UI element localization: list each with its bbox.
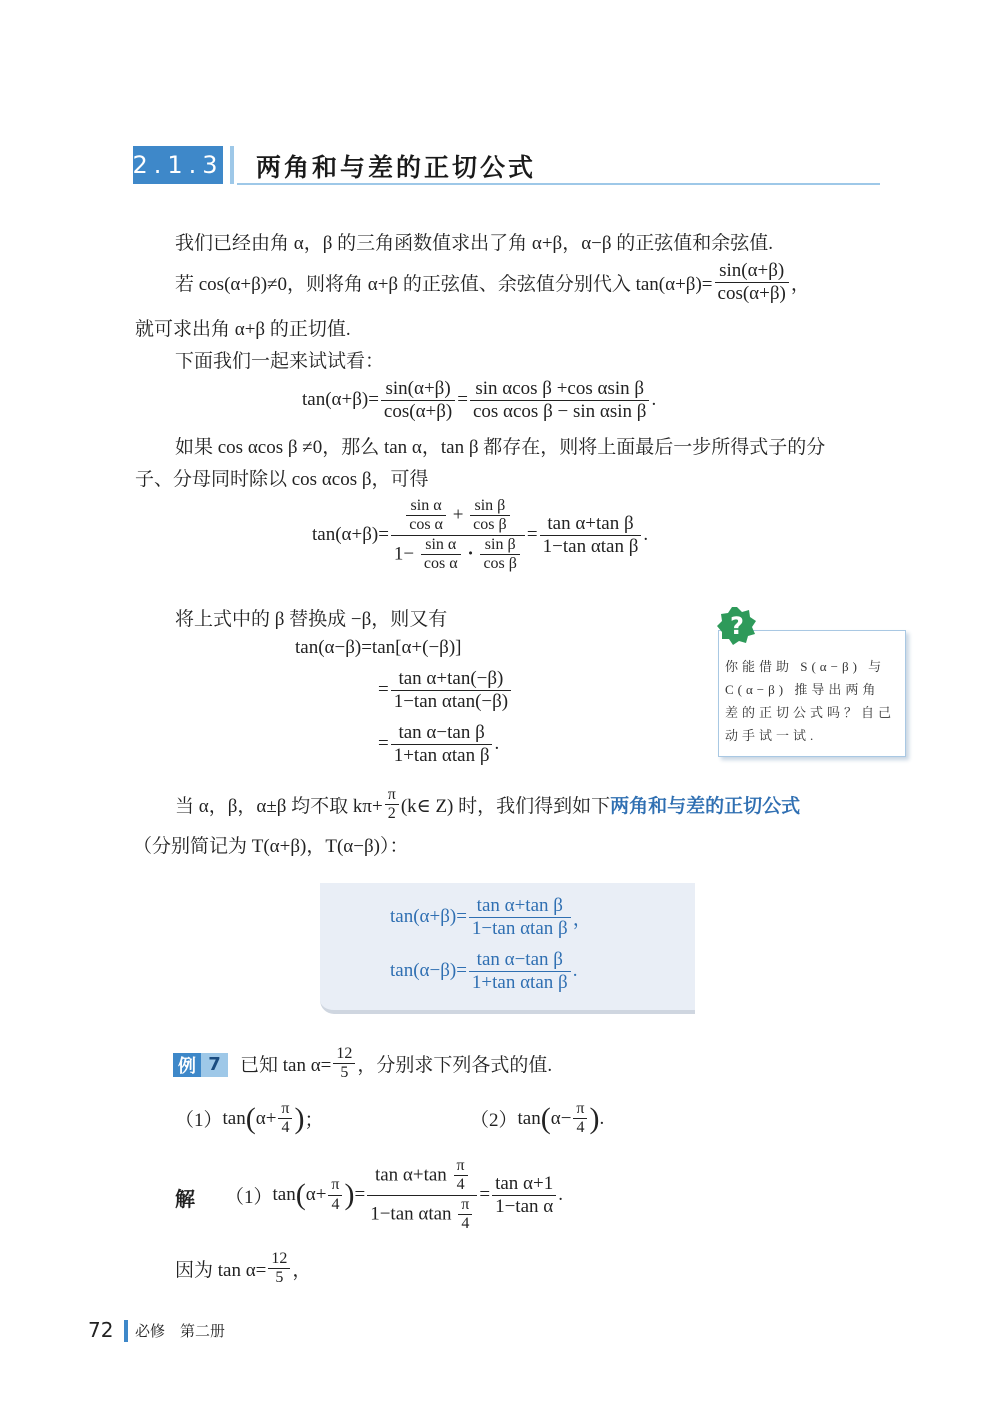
footer-divider — [124, 1320, 128, 1342]
paragraph-7: 将上式中的 β 替换成 −β，则又有 — [175, 609, 448, 630]
formula-tan-sum — [390, 895, 592, 940]
eq1-f1-num: sin(α+β) — [381, 378, 455, 401]
fraction-numerator: sin(α+β) — [715, 260, 789, 283]
eq2-b-den: cos β — [473, 516, 507, 534]
example-badge — [173, 1053, 228, 1077]
eq1-end: . — [651, 389, 657, 411]
sol-bd-four: 4 — [461, 1215, 470, 1233]
think-text: 你能借助 S(α−β) 与 C(α−β) 推导出两角差的正切公式吗？自己动手试一试. — [725, 659, 896, 743]
sol-big-fraction — [367, 1157, 477, 1234]
sol-big-num-text: tan α+tan — [374, 1164, 447, 1186]
section-divider — [230, 146, 234, 184]
eq2-plus: + — [452, 504, 464, 526]
eq1-f2-num: sin αcos β +cos αsin β — [470, 378, 649, 401]
eq1-f1-den: cos(α+β) — [383, 400, 453, 422]
because-twelve-fifths — [268, 1250, 290, 1288]
eq1-fraction-2 — [470, 378, 649, 423]
sin-a-over-cos-a-2 — [421, 536, 461, 574]
eq3-eq-1: = — [378, 679, 389, 701]
eq2-dot: · — [467, 543, 474, 565]
pi-over-2-num: π — [385, 786, 399, 805]
sol-eq-1: = — [354, 1184, 366, 1206]
example-lead: 已知 tan α= — [240, 1055, 332, 1077]
solution-label: 解 — [175, 1187, 195, 1211]
q1-label: （1） — [175, 1110, 223, 1132]
sol-close-paren: ) — [344, 1178, 355, 1212]
eq2-b2-num: sin β — [480, 536, 519, 555]
eq3-eq-2: = — [378, 733, 389, 755]
formula-l1-fraction — [469, 895, 571, 940]
eq1-fraction-1 — [381, 378, 455, 423]
sin-b-over-cos-b-2 — [480, 536, 519, 574]
because-lead: 因为 tan α= — [175, 1260, 267, 1282]
svg-text:?: ? — [730, 612, 744, 640]
paragraph-5: 如果 cos αcos β ≠0，那么 tan α，tan β 都存在，则将上面最后一步所得式子的分 — [175, 437, 826, 458]
because-den: 5 — [275, 1269, 284, 1287]
book-title: 必修 第二册 — [135, 1322, 226, 1340]
eq2-r-den: 1−tan αtan β — [542, 535, 639, 557]
sol-pi: π — [328, 1176, 342, 1195]
eq3-f1-den: 1−tan αtan(−β) — [393, 690, 509, 712]
paragraph-8-mid: (k∈ Z) 时，我们得到如下 — [400, 796, 611, 818]
fraction-denominator: cos(α+β) — [717, 282, 786, 304]
q1-pi-over-4 — [278, 1100, 292, 1138]
formula-l1-lhs: tan(α+β)= — [390, 906, 467, 928]
q2-lead: tan — [517, 1107, 541, 1129]
eq2-b2-den: cos β — [483, 555, 517, 573]
formula-l1-den: 1−tan αtan β — [471, 917, 568, 939]
eq2-mid: = — [526, 524, 538, 546]
eq3-fraction-1 — [391, 668, 511, 713]
sol-big-num — [367, 1157, 477, 1196]
formula-l1-end: ， — [572, 908, 592, 930]
eq3-line-3 — [378, 722, 499, 767]
sol-r-den: 1−tan α — [495, 1195, 554, 1217]
eq3-line-1: tan(α−β)=tan[α+(−β)] — [295, 637, 462, 658]
q1-four: 4 — [281, 1119, 290, 1137]
eq2-a2-num: sin α — [421, 536, 461, 555]
eq3-f2-num: tan α−tan β — [391, 722, 493, 745]
section-number-badge: 2.1.3 — [133, 146, 223, 184]
example-den: 5 — [340, 1064, 349, 1082]
example-tail: ，分别求下列各式的值. — [357, 1055, 553, 1077]
sol-big-den — [367, 1196, 477, 1234]
eq3-fraction-2 — [391, 722, 493, 767]
sol-r-num: tan α+1 — [492, 1173, 556, 1196]
sol-end: . — [558, 1184, 563, 1206]
sol-bn-pi: π — [454, 1157, 468, 1176]
formula-l2-den: 1+tan αtan β — [471, 971, 568, 993]
tan-sum-fraction — [715, 260, 789, 305]
sol-big-num-pi4 — [454, 1157, 468, 1195]
because-line — [175, 1250, 311, 1288]
eq2-b-num: sin β — [470, 497, 509, 516]
eq2-a-num: sin α — [406, 497, 446, 516]
q1-lead: tan — [222, 1107, 246, 1129]
eq2-a2-den: cos α — [423, 555, 458, 573]
eq2-end: . — [643, 524, 649, 546]
solution-part: （1） — [225, 1186, 273, 1208]
pi-over-2 — [385, 786, 399, 824]
eq1-lhs: tan(α+β)= — [302, 389, 379, 411]
because-num: 12 — [268, 1250, 290, 1269]
formula-tan-diff — [390, 949, 577, 994]
sol-four: 4 — [331, 1195, 340, 1213]
formula-l2-lhs: tan(α−β)= — [390, 960, 467, 982]
eq3-f2-den: 1+tan αtan β — [393, 744, 490, 766]
sol-big-den-pi4 — [458, 1196, 472, 1234]
pi-over-2-den: 2 — [387, 805, 396, 823]
eq2-result-fraction — [540, 513, 642, 558]
solution-equation — [225, 1157, 563, 1234]
page-number: 72 — [88, 1318, 114, 1342]
formula-l1-num: tan α+tan β — [469, 895, 571, 918]
q1-pi: π — [278, 1100, 292, 1119]
q1-open-paren: ( — [245, 1101, 256, 1135]
q2-inner: α− — [550, 1107, 572, 1129]
eq2-bottom — [391, 536, 525, 574]
formula-l2-fraction — [469, 949, 571, 994]
equation-2 — [312, 497, 648, 574]
sol-open-paren: ( — [295, 1178, 306, 1212]
eq2-r-num: tan α+tan β — [540, 513, 642, 536]
equation-1 — [302, 378, 656, 423]
sol-result-fraction — [492, 1173, 556, 1218]
sol-big-den-text: 1−tan αtan — [370, 1203, 452, 1225]
paragraph-1: 我们已经由角 α，β 的三角函数值求出了角 α+β，α−β 的正弦值和余弦值. — [175, 233, 774, 254]
paragraph-8-lead: 当 α，β，α±β 均不取 kπ+ — [175, 796, 383, 818]
sol-bn-four: 4 — [456, 1176, 465, 1194]
solution-inner: α+ — [305, 1184, 327, 1206]
q2-four: 4 — [576, 1119, 585, 1137]
sin-b-over-cos-b — [470, 497, 509, 535]
eq1-f2-den: cos αcos β − sin αsin β — [472, 400, 647, 422]
example-statement — [240, 1045, 552, 1083]
paragraph-4: 下面我们一起来试试看： — [175, 351, 385, 372]
paragraph-3: 就可求出角 α+β 的正切值. — [135, 319, 351, 340]
twelve-fifths — [333, 1045, 355, 1083]
q2-label: （2） — [470, 1110, 518, 1132]
sol-pi-over-4 — [328, 1176, 342, 1214]
eq2-one-minus: 1− — [393, 543, 415, 565]
q1-close-paren: ) — [294, 1101, 305, 1135]
paragraph-2 — [175, 260, 810, 305]
eq1-mid: = — [457, 389, 468, 411]
eq2-top — [391, 497, 525, 536]
question-2 — [470, 1100, 604, 1138]
paragraph-9: （分别简记为 T(α+β)，T(α−β)）： — [133, 836, 409, 857]
eq2-lhs: tan(α+β)= — [312, 524, 389, 546]
q2-pi: π — [573, 1100, 587, 1119]
q1-end: ； — [304, 1110, 324, 1132]
question-mark-icon — [717, 606, 757, 646]
section-underline — [237, 183, 880, 185]
eq3-line-2 — [378, 668, 513, 713]
paragraph-2-lead: 若 cos(α+β)≠0，则将角 α+β 的正弦值、余弦值分别代入 tan(α+β)= — [175, 273, 713, 295]
paragraph-2-tail: ， — [790, 273, 810, 295]
formula-l2-end: . — [572, 960, 578, 982]
formula-l2-num: tan α−tan β — [469, 949, 571, 972]
q2-end: . — [599, 1107, 605, 1129]
formula-name-emphasis: 两角和与差的正切公式 — [610, 795, 801, 818]
example-number: 7 — [201, 1053, 228, 1077]
because-tail: ， — [292, 1260, 312, 1282]
q2-close-paren: ) — [589, 1101, 600, 1135]
question-1 — [175, 1100, 324, 1138]
eq3-end: . — [494, 733, 500, 755]
example-num: 12 — [333, 1045, 355, 1064]
example-label: 例 — [178, 1056, 196, 1077]
eq3-f1-num: tan α+tan(−β) — [391, 668, 511, 691]
q2-open-paren: ( — [540, 1101, 551, 1135]
paragraph-8 — [175, 786, 800, 824]
q2-pi-over-4 — [573, 1100, 587, 1138]
sol-eq-2: = — [479, 1184, 491, 1206]
eq2-complex-fraction — [391, 497, 525, 574]
q1-inner: α+ — [255, 1107, 277, 1129]
sin-a-over-cos-a — [406, 497, 446, 535]
sol-bd-pi: π — [458, 1196, 472, 1215]
paragraph-6: 子、分母同时除以 cos αcos β，可得 — [135, 469, 429, 490]
section-title: 两角和与差的正切公式 — [256, 153, 537, 182]
solution-lhs: tan — [272, 1184, 296, 1206]
eq2-a-den: cos α — [409, 516, 443, 534]
